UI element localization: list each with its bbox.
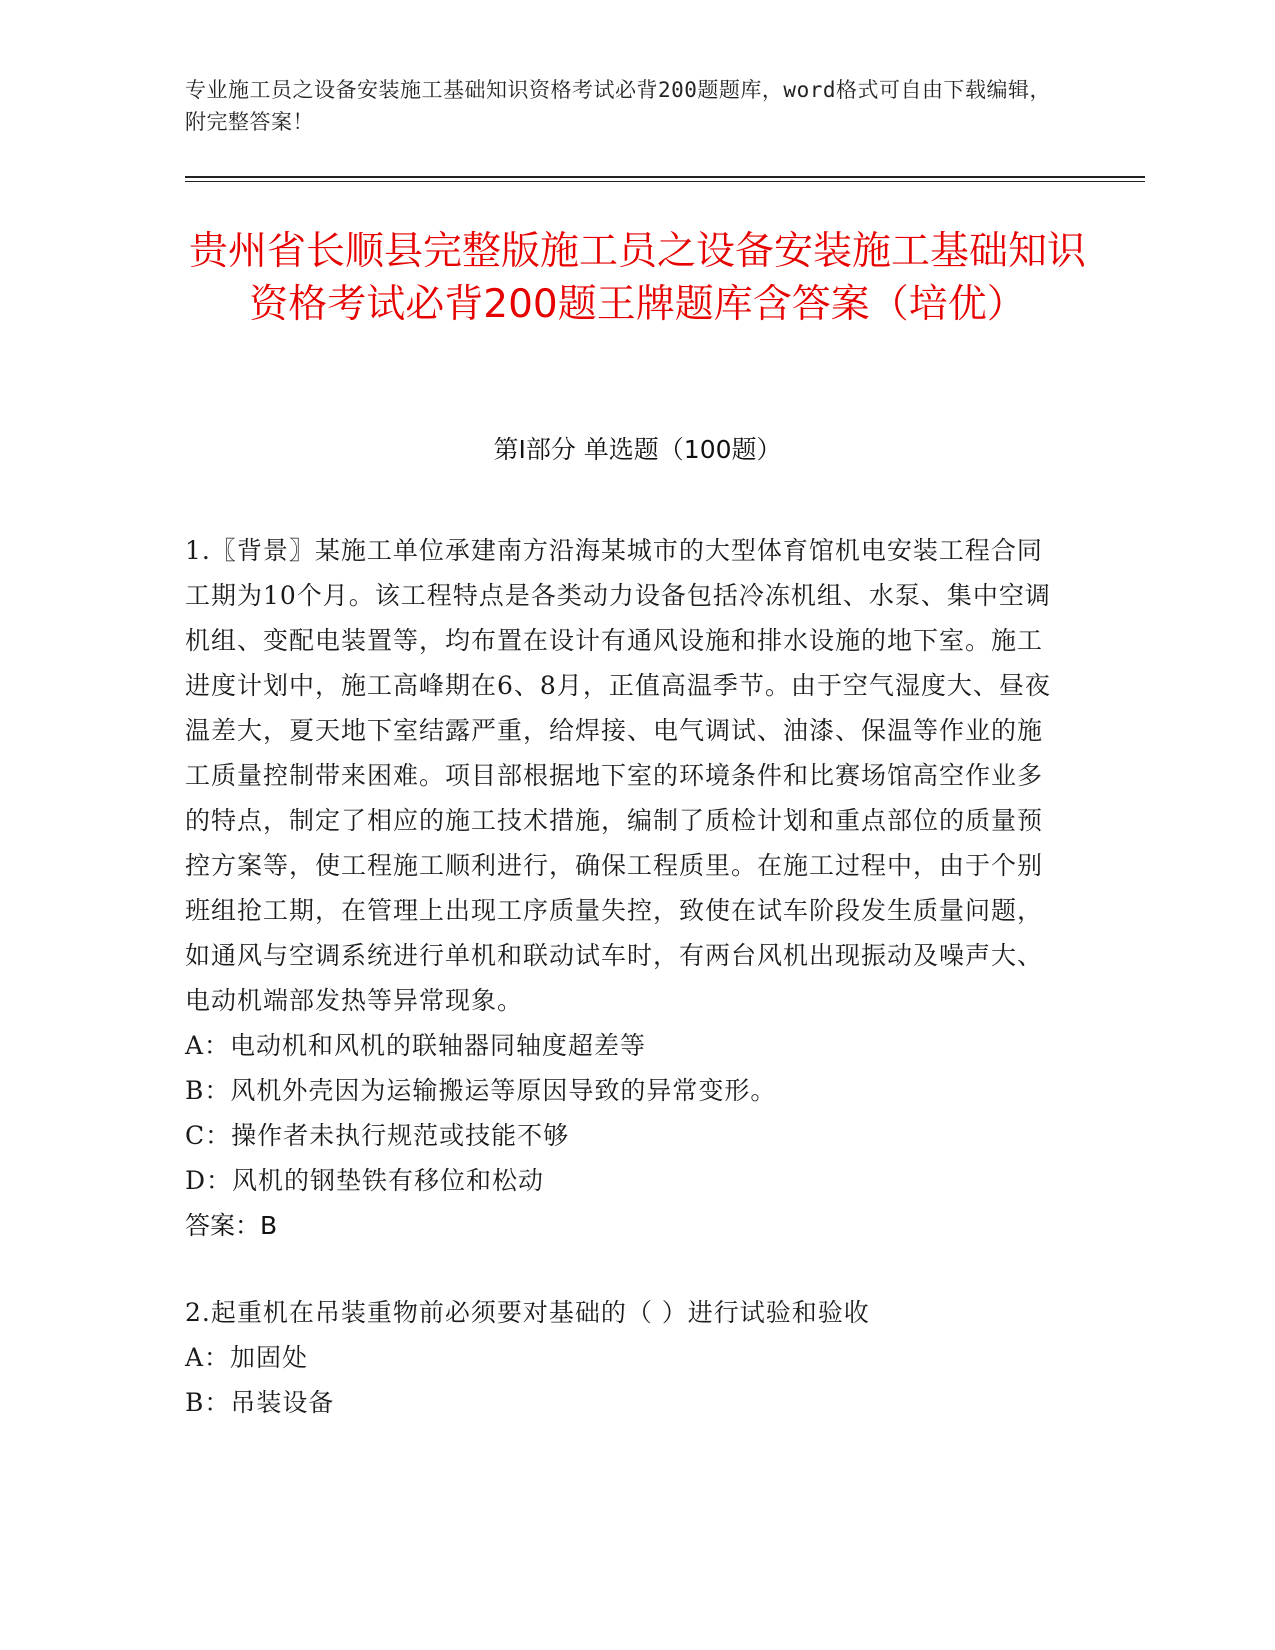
question-2-option-b: B：吊装设备 [185, 1388, 335, 1417]
question-list [185, 528, 1065, 1467]
question-1-text: 1.〖背景〗某施工单位承建南方沿海某城市的大型体育馆机电安装工程合同工期为10个月。该工程特点是各类动力设备包括冷冻机组、水泵、集中空调机组、变配电装置等，均布置在设计有通风设施和排水设施的地下室。施工进度计划中，施工高峰期在6、8月，正值高温季节。由于空气湿度大、昼夜温差大，夏天地下室结露严重，给焊接、电气调试、油漆、保温等作业的施工质量控制带来困难。项目部根据地下室的环境条件和比赛场馆高空作业多的特点，制定了相应的施工技术措施，编制了质检计划和重点部位的质量预控方案等，使工程施工顺利进行，确保工程质里。在施工过程中，由于个别班组抢工期，在管理上出现工序质量失控，致使在试车阶段发生质量问题，如通风与空调系统进行单机和联动试车时，有两台风机出现振动及噪声大、电动机端部发热等异常现象。 [185, 536, 1051, 1015]
question-1-option-b: B：风机外壳因为运输搬运等原因导致的异常变形。 [185, 1076, 777, 1105]
question-1-option-c: C：操作者未执行规范或技能不够 [185, 1121, 570, 1150]
header-divider-thin [185, 181, 1145, 182]
question-1-option-d: D：风机的钢垫铁有移位和松动 [185, 1166, 545, 1195]
header-note: 专业施工员之设备安装施工基础知识资格考试必背200题题库，word格式可自由下载编辑，附完整答案！ [185, 78, 1051, 134]
question-1 [185, 528, 1065, 1248]
document-title: 贵州省长顺县完整版施工员之设备安装施工基础知识资格考试必背200题王牌题库含答案（培优） [188, 229, 1086, 327]
section-title: 第Ⅰ部分 单选题（100题） [493, 435, 782, 464]
question-2-option-a: A：加固处 [185, 1343, 309, 1372]
question-1-option-a: A：电动机和风机的联轴器同轴度超差等 [185, 1031, 647, 1060]
question-2-text: 2.起重机在吊装重物前必须要对基础的（ ）进行试验和验收 [185, 1298, 870, 1327]
question-1-answer: 答案：B [185, 1211, 278, 1240]
question-2 [185, 1290, 1065, 1425]
header-divider-thick [185, 176, 1145, 178]
